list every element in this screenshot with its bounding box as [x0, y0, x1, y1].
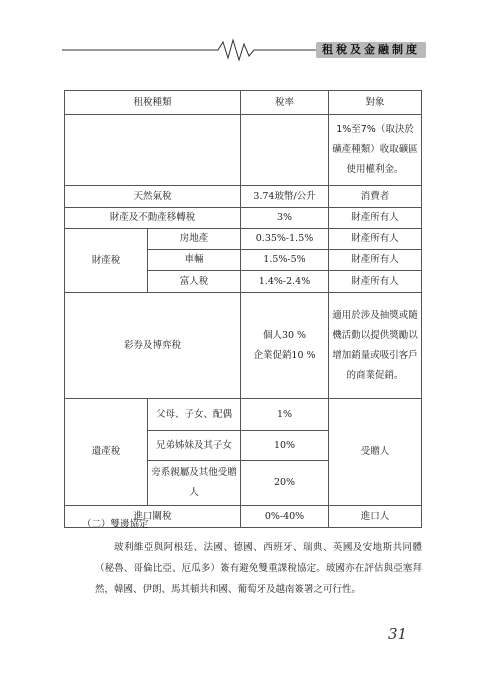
property-sub-label: 富人稅 — [148, 271, 241, 293]
real-estate-transfer-target: 財產所有人 — [329, 208, 422, 229]
lottery-target: 適用於涉及抽獎或隨機活動以提供獎勵以增加銷量或吸引客戶的商業促銷。 — [329, 293, 422, 399]
mining-target-cell: 1%至7%（取決於礦產種類）收取礦區使用權利金。 — [329, 115, 422, 186]
lottery-rate-individual: 個人30 % — [262, 329, 307, 341]
lottery-type: 彩券及博弈稅 — [65, 293, 241, 399]
page-header — [0, 36, 480, 66]
mining-type-cell — [65, 115, 241, 186]
table-row-inheritance-parents — [65, 399, 422, 431]
property-rate: 0.35%-1.5% — [241, 229, 329, 250]
property-sub-label: 車輛 — [148, 250, 241, 271]
header-title: 租稅及金融制度 — [316, 42, 426, 58]
property-tax-group: 財產稅 — [65, 229, 148, 293]
table-row-lottery — [65, 293, 422, 399]
property-target: 財產所有人 — [329, 250, 422, 271]
real-estate-transfer-type: 財產及不動產移轉稅 — [65, 208, 241, 229]
inheritance-rate: 10% — [241, 431, 329, 461]
natural-gas-rate: 3.74玻幣/公升 — [241, 186, 329, 208]
page-number: 31 — [388, 625, 408, 643]
import-target: 進口人 — [329, 506, 422, 528]
import-rate: 0%-40% — [241, 506, 329, 528]
mining-rate-cell — [241, 115, 329, 186]
table-header-row — [65, 91, 422, 115]
inheritance-sub-label: 兄弟姊妹及其子女 — [148, 431, 241, 461]
natural-gas-type: 天然氣稅 — [65, 186, 241, 208]
property-rate: 1.4%-2.4% — [241, 271, 329, 293]
lottery-rate-corporate: 企業促銷10 % — [253, 349, 316, 361]
property-target: 財產所有人 — [329, 271, 422, 293]
table-row-natural-gas — [65, 186, 422, 208]
property-rate: 1.5%-5% — [241, 250, 329, 271]
lottery-rate-cell — [241, 293, 329, 399]
section-body: 玻利維亞與阿根廷、法國、德國、西班牙、瑞典、英國及安地斯共同體（秘魯、哥倫比亞、厄瓜多）簽有避免雙重課稅協定。玻國亦在評估與亞塞拜然，韓國、伊朗、馬其頓共和國、葡萄牙及越南簽署之可行性。 — [95, 542, 422, 595]
table-row-mining — [65, 115, 422, 186]
natural-gas-target: 消費者 — [329, 186, 422, 208]
inheritance-rate: 20% — [241, 461, 329, 506]
header-tax-rate: 稅率 — [241, 91, 329, 115]
header-tax-type: 租稅種類 — [65, 91, 241, 115]
property-target: 財產所有人 — [329, 229, 422, 250]
import-type: 進口關稅 — [65, 506, 241, 528]
inheritance-rate: 1% — [241, 399, 329, 431]
tax-table — [64, 90, 422, 528]
real-estate-transfer-rate: 3% — [241, 208, 329, 229]
table-row-real-estate-transfer — [65, 208, 422, 229]
inheritance-target: 受贈人 — [329, 399, 422, 506]
section-heading: （二）雙邊協定 — [82, 519, 149, 530]
table-row-property-real-estate — [65, 229, 422, 250]
inheritance-sub-label: 旁系親屬及其他受贈人 — [148, 461, 241, 506]
property-sub-label: 房地產 — [148, 229, 241, 250]
inheritance-tax-group: 遺產稅 — [65, 399, 148, 506]
inheritance-sub-label: 父母、子女、配偶 — [148, 399, 241, 431]
header-target: 對象 — [329, 91, 422, 115]
